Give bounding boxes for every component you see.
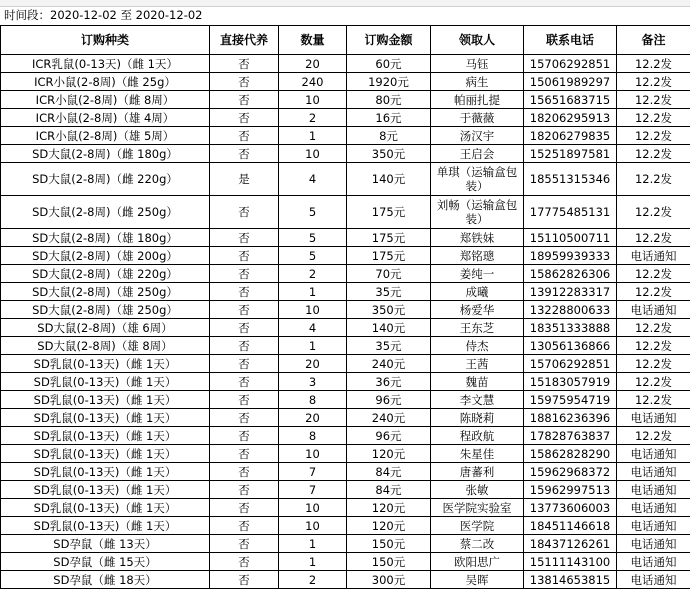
- phone-cell[interactable]: 15061989297: [524, 73, 617, 91]
- table-row: [1, 571, 691, 589]
- order-type-cell[interactable]: SD乳鼠(0-13天)（雌 1天）: [1, 481, 210, 499]
- table-row: [1, 265, 691, 283]
- recipient-cell[interactable]: 王东芝: [431, 319, 524, 337]
- amount-cell[interactable]: 150元: [347, 553, 431, 571]
- recipient-cell[interactable]: 侍杰: [431, 337, 524, 355]
- direct-care-cell[interactable]: 否: [210, 409, 279, 427]
- quantity-cell[interactable]: 5: [279, 229, 347, 247]
- recipient-cell[interactable]: 张敏: [431, 481, 524, 499]
- phone-cell[interactable]: 13814653815: [524, 571, 617, 589]
- recipient-cell[interactable]: 马钰: [431, 55, 524, 73]
- remark-cell[interactable]: 12.2发: [617, 283, 691, 301]
- phone-cell[interactable]: 17775485131: [524, 196, 617, 229]
- phone-cell[interactable]: 18816236396: [524, 409, 617, 427]
- remark-cell[interactable]: 12.2发: [617, 319, 691, 337]
- order-type-cell[interactable]: SD大鼠(2-8周)（雄 8周）: [1, 337, 210, 355]
- recipient-cell[interactable]: 吴晖: [431, 571, 524, 589]
- direct-care-cell[interactable]: 否: [210, 337, 279, 355]
- direct-care-cell[interactable]: 否: [210, 196, 279, 229]
- recipient-cell[interactable]: 蔡二改: [431, 535, 524, 553]
- phone-cell[interactable]: 15962997513: [524, 481, 617, 499]
- table-row: [1, 127, 691, 145]
- order-type-cell[interactable]: ICR小鼠(2-8周)（雌 25g）: [1, 73, 210, 91]
- quantity-cell[interactable]: 8: [279, 427, 347, 445]
- table-row: [1, 319, 691, 337]
- amount-cell[interactable]: 120元: [347, 499, 431, 517]
- remark-cell[interactable]: 12.2发: [617, 109, 691, 127]
- order-type-cell[interactable]: SD孕鼠（雌 13天）: [1, 535, 210, 553]
- direct-care-cell[interactable]: 否: [210, 319, 279, 337]
- header-phone[interactable]: 联系电话: [524, 26, 617, 55]
- table-row: [1, 229, 691, 247]
- remark-cell[interactable]: 12.2发: [617, 337, 691, 355]
- quantity-cell[interactable]: 10: [279, 499, 347, 517]
- phone-cell[interactable]: 18437126261: [524, 535, 617, 553]
- order-type-cell[interactable]: SD乳鼠(0-13天)（雌 1天）: [1, 391, 210, 409]
- direct-care-cell[interactable]: 否: [210, 55, 279, 73]
- phone-cell[interactable]: 15111143100: [524, 553, 617, 571]
- amount-cell[interactable]: 120元: [347, 445, 431, 463]
- direct-care-cell[interactable]: 否: [210, 481, 279, 499]
- recipient-cell[interactable]: 李文慧: [431, 391, 524, 409]
- table-row: [1, 283, 691, 301]
- amount-cell[interactable]: 240元: [347, 355, 431, 373]
- recipient-cell[interactable]: 郑铭璁: [431, 247, 524, 265]
- order-type-cell[interactable]: SD乳鼠(0-13天)（雌 1天）: [1, 373, 210, 391]
- quantity-cell[interactable]: 1: [279, 553, 347, 571]
- direct-care-cell[interactable]: 否: [210, 283, 279, 301]
- remark-cell[interactable]: 12.2发: [617, 265, 691, 283]
- quantity-cell[interactable]: 1: [279, 337, 347, 355]
- order-type-cell[interactable]: SD大鼠(2-8周)（雄 200g）: [1, 247, 210, 265]
- direct-care-cell[interactable]: 否: [210, 571, 279, 589]
- remark-cell[interactable]: 12.2发: [617, 355, 691, 373]
- recipient-cell[interactable]: 程政航: [431, 427, 524, 445]
- remark-cell[interactable]: 12.2发: [617, 391, 691, 409]
- remark-cell[interactable]: 电话通知: [617, 499, 691, 517]
- quantity-cell[interactable]: 4: [279, 319, 347, 337]
- phone-cell[interactable]: 13056136866: [524, 337, 617, 355]
- amount-cell[interactable]: 36元: [347, 373, 431, 391]
- recipient-cell[interactable]: 杨爱华: [431, 301, 524, 319]
- table-row: [1, 55, 691, 73]
- direct-care-cell[interactable]: 否: [210, 127, 279, 145]
- header-row: [1, 26, 691, 55]
- phone-cell[interactable]: 15251897581: [524, 145, 617, 163]
- order-type-cell[interactable]: SD乳鼠(0-13天)（雌 1天）: [1, 409, 210, 427]
- direct-care-cell[interactable]: 否: [210, 391, 279, 409]
- phone-cell[interactable]: 15706292851: [524, 55, 617, 73]
- phone-cell[interactable]: 15183057919: [524, 373, 617, 391]
- quantity-cell[interactable]: 20: [279, 355, 347, 373]
- table-row: [1, 391, 691, 409]
- phone-cell[interactable]: 15862826306: [524, 265, 617, 283]
- remark-cell[interactable]: 电话通知: [617, 445, 691, 463]
- amount-cell[interactable]: 300元: [347, 571, 431, 589]
- amount-cell[interactable]: 84元: [347, 481, 431, 499]
- amount-cell[interactable]: 140元: [347, 163, 431, 196]
- recipient-cell[interactable]: 郑铁妹: [431, 229, 524, 247]
- quantity-cell[interactable]: 7: [279, 463, 347, 481]
- recipient-cell[interactable]: 成曦: [431, 283, 524, 301]
- recipient-cell[interactable]: 欧阳思广: [431, 553, 524, 571]
- phone-cell[interactable]: 13912283317: [524, 283, 617, 301]
- order-type-cell[interactable]: SD大鼠(2-8周)（雌 180g）: [1, 145, 210, 163]
- table-row: [1, 535, 691, 553]
- phone-cell[interactable]: 18206295913: [524, 109, 617, 127]
- direct-care-cell[interactable]: 否: [210, 427, 279, 445]
- recipient-cell[interactable]: 刘畅（运输盒包装）: [431, 196, 524, 229]
- order-type-cell[interactable]: SD大鼠(2-8周)（雄 220g）: [1, 265, 210, 283]
- table-row: [1, 163, 691, 196]
- quantity-cell[interactable]: 240: [279, 73, 347, 91]
- table-row: [1, 109, 691, 127]
- time-period-label: 时间段：2020-12-02 至 2020-12-02: [4, 8, 203, 22]
- amount-cell[interactable]: 350元: [347, 301, 431, 319]
- direct-care-cell[interactable]: 否: [210, 445, 279, 463]
- quantity-cell[interactable]: 20: [279, 409, 347, 427]
- quantity-cell[interactable]: 10: [279, 91, 347, 109]
- remark-cell[interactable]: 电话通知: [617, 535, 691, 553]
- phone-cell[interactable]: 15651683715: [524, 91, 617, 109]
- amount-cell[interactable]: 140元: [347, 319, 431, 337]
- remark-cell[interactable]: 电话通知: [617, 571, 691, 589]
- quantity-cell[interactable]: 2: [279, 265, 347, 283]
- quantity-cell[interactable]: 10: [279, 445, 347, 463]
- amount-cell[interactable]: 96元: [347, 427, 431, 445]
- table-row: [1, 553, 691, 571]
- amount-cell[interactable]: 175元: [347, 229, 431, 247]
- phone-cell[interactable]: 18551315346: [524, 163, 617, 196]
- quantity-cell[interactable]: 10: [279, 517, 347, 535]
- recipient-cell[interactable]: 医学院: [431, 517, 524, 535]
- order-type-cell[interactable]: SD乳鼠(0-13天)（雌 1天）: [1, 499, 210, 517]
- amount-cell[interactable]: 35元: [347, 337, 431, 355]
- quantity-cell[interactable]: 1: [279, 127, 347, 145]
- direct-care-cell[interactable]: 否: [210, 463, 279, 481]
- amount-cell[interactable]: 8元: [347, 127, 431, 145]
- recipient-cell[interactable]: 魏苗: [431, 373, 524, 391]
- remark-cell[interactable]: 电话通知: [617, 553, 691, 571]
- amount-cell[interactable]: 35元: [347, 283, 431, 301]
- amount-cell[interactable]: 70元: [347, 265, 431, 283]
- recipient-cell[interactable]: 唐蕃利: [431, 463, 524, 481]
- amount-cell[interactable]: 175元: [347, 196, 431, 229]
- phone-cell[interactable]: 15975954719: [524, 391, 617, 409]
- quantity-cell[interactable]: 20: [279, 55, 347, 73]
- quantity-cell[interactable]: 3: [279, 373, 347, 391]
- order-type-cell[interactable]: SD大鼠(2-8周)（雄 6周）: [1, 319, 210, 337]
- recipient-cell[interactable]: 陈晓莉: [431, 409, 524, 427]
- header-order-type[interactable]: 订购种类: [1, 26, 210, 55]
- table-row: [1, 445, 691, 463]
- recipient-cell[interactable]: 帕丽扎提: [431, 91, 524, 109]
- phone-cell[interactable]: 18351333888: [524, 319, 617, 337]
- header-direct-care[interactable]: 直接代养: [210, 26, 279, 55]
- quantity-cell[interactable]: 2: [279, 109, 347, 127]
- table-row: [1, 145, 691, 163]
- recipient-cell[interactable]: 单琪（运输盒包装）: [431, 163, 524, 196]
- amount-cell[interactable]: 150元: [347, 535, 431, 553]
- order-type-cell[interactable]: ICR小鼠(2-8周)（雄 4周）: [1, 109, 210, 127]
- order-type-cell[interactable]: SD大鼠(2-8周)（雌 220g）: [1, 163, 210, 196]
- direct-care-cell[interactable]: 否: [210, 535, 279, 553]
- amount-cell[interactable]: 240元: [347, 409, 431, 427]
- phone-cell[interactable]: 13773606003: [524, 499, 617, 517]
- order-type-cell[interactable]: SD孕鼠（雌 18天）: [1, 571, 210, 589]
- remark-cell[interactable]: 12.2发: [617, 55, 691, 73]
- table-row: [1, 409, 691, 427]
- table-row: [1, 499, 691, 517]
- amount-cell[interactable]: 1920元: [347, 73, 431, 91]
- direct-care-cell[interactable]: 否: [210, 91, 279, 109]
- order-type-cell[interactable]: SD乳鼠(0-13天)（雌 1天）: [1, 355, 210, 373]
- phone-cell[interactable]: 15962968372: [524, 463, 617, 481]
- order-type-cell[interactable]: SD乳鼠(0-13天)（雌 1天）: [1, 517, 210, 535]
- recipient-cell[interactable]: 病生: [431, 73, 524, 91]
- table-row: [1, 247, 691, 265]
- direct-care-cell[interactable]: 否: [210, 301, 279, 319]
- phone-cell[interactable]: 15862828290: [524, 445, 617, 463]
- remark-cell[interactable]: 电话通知: [617, 247, 691, 265]
- amount-cell[interactable]: 84元: [347, 463, 431, 481]
- header-remark[interactable]: 备注: [617, 26, 691, 55]
- amount-cell[interactable]: 96元: [347, 391, 431, 409]
- recipient-cell[interactable]: 汤汉宇: [431, 127, 524, 145]
- remark-cell[interactable]: 电话通知: [617, 409, 691, 427]
- direct-care-cell[interactable]: 否: [210, 247, 279, 265]
- order-type-cell[interactable]: SD乳鼠(0-13天)（雌 1天）: [1, 427, 210, 445]
- remark-cell[interactable]: 12.2发: [617, 229, 691, 247]
- table-row: [1, 427, 691, 445]
- order-type-cell[interactable]: SD大鼠(2-8周)（雌 250g）: [1, 196, 210, 229]
- table-row: [1, 355, 691, 373]
- quantity-cell[interactable]: 10: [279, 301, 347, 319]
- remark-cell[interactable]: 电话通知: [617, 301, 691, 319]
- amount-cell[interactable]: 16元: [347, 109, 431, 127]
- direct-care-cell[interactable]: 否: [210, 265, 279, 283]
- table-row: [1, 73, 691, 91]
- phone-cell[interactable]: 18206279835: [524, 127, 617, 145]
- phone-cell[interactable]: 18451146618: [524, 517, 617, 535]
- order-type-cell[interactable]: ICR小鼠(2-8周)（雄 5周）: [1, 127, 210, 145]
- direct-care-cell[interactable]: 是: [210, 163, 279, 196]
- table-row: [1, 196, 691, 229]
- spreadsheet-header-strip: [0, 0, 693, 7]
- remark-cell[interactable]: 电话通知: [617, 481, 691, 499]
- phone-cell[interactable]: 15110500711: [524, 229, 617, 247]
- remark-cell[interactable]: 电话通知: [617, 463, 691, 481]
- remark-cell[interactable]: 12.2发: [617, 196, 691, 229]
- table-row: [1, 481, 691, 499]
- order-type-cell[interactable]: SD乳鼠(0-13天)（雌 1天）: [1, 445, 210, 463]
- amount-cell[interactable]: 350元: [347, 145, 431, 163]
- recipient-cell[interactable]: 于薇薇: [431, 109, 524, 127]
- table-body: [1, 55, 691, 589]
- quantity-cell[interactable]: 1: [279, 535, 347, 553]
- remark-cell[interactable]: 12.2发: [617, 145, 691, 163]
- quantity-cell[interactable]: 7: [279, 481, 347, 499]
- remark-cell[interactable]: 12.2发: [617, 373, 691, 391]
- remark-cell[interactable]: 12.2发: [617, 73, 691, 91]
- recipient-cell[interactable]: 王启会: [431, 145, 524, 163]
- recipient-cell[interactable]: 王茜: [431, 355, 524, 373]
- order-type-cell[interactable]: SD孕鼠（雌 15天）: [1, 553, 210, 571]
- recipient-cell[interactable]: 医学院实验室: [431, 499, 524, 517]
- direct-care-cell[interactable]: 否: [210, 517, 279, 535]
- phone-cell[interactable]: 15706292851: [524, 355, 617, 373]
- remark-cell[interactable]: 12.2发: [617, 427, 691, 445]
- table-row: [1, 301, 691, 319]
- recipient-cell[interactable]: 朱星佳: [431, 445, 524, 463]
- phone-cell[interactable]: 18959939333: [524, 247, 617, 265]
- direct-care-cell[interactable]: 否: [210, 373, 279, 391]
- quantity-cell[interactable]: 8: [279, 391, 347, 409]
- amount-cell[interactable]: 175元: [347, 247, 431, 265]
- amount-cell[interactable]: 80元: [347, 91, 431, 109]
- phone-cell[interactable]: 17828763837: [524, 427, 617, 445]
- header-recipient[interactable]: 领取人: [431, 26, 524, 55]
- order-table: [0, 25, 691, 589]
- header-quantity[interactable]: 数量: [279, 26, 347, 55]
- quantity-cell[interactable]: 1: [279, 283, 347, 301]
- amount-cell[interactable]: 120元: [347, 517, 431, 535]
- remark-cell[interactable]: 12.2发: [617, 163, 691, 196]
- remark-cell[interactable]: 电话通知: [617, 517, 691, 535]
- order-type-cell[interactable]: SD大鼠(2-8周)（雄 250g）: [1, 301, 210, 319]
- amount-cell[interactable]: 60元: [347, 55, 431, 73]
- direct-care-cell[interactable]: 否: [210, 145, 279, 163]
- direct-care-cell[interactable]: 否: [210, 499, 279, 517]
- order-type-cell[interactable]: SD大鼠(2-8周)（雄 180g）: [1, 229, 210, 247]
- quantity-cell[interactable]: 10: [279, 145, 347, 163]
- quantity-cell[interactable]: 5: [279, 196, 347, 229]
- order-type-cell[interactable]: ICR乳鼠(0-13天)（雌 1天）: [1, 55, 210, 73]
- recipient-cell[interactable]: 姜纯一: [431, 265, 524, 283]
- header-amount[interactable]: 订购金额: [347, 26, 431, 55]
- order-type-cell[interactable]: ICR小鼠(2-8周)（雌 8周）: [1, 91, 210, 109]
- table-row: [1, 463, 691, 481]
- remark-cell[interactable]: 12.2发: [617, 91, 691, 109]
- remark-cell[interactable]: 12.2发: [617, 127, 691, 145]
- order-type-cell[interactable]: SD乳鼠(0-13天)（雌 1天）: [1, 463, 210, 481]
- direct-care-cell[interactable]: 否: [210, 73, 279, 91]
- table-row: [1, 373, 691, 391]
- quantity-cell[interactable]: 2: [279, 571, 347, 589]
- phone-cell[interactable]: 13228800633: [524, 301, 617, 319]
- order-type-cell[interactable]: SD大鼠(2-8周)（雄 250g）: [1, 283, 210, 301]
- direct-care-cell[interactable]: 否: [210, 355, 279, 373]
- direct-care-cell[interactable]: 否: [210, 109, 279, 127]
- table-row: [1, 517, 691, 535]
- table-row: [1, 91, 691, 109]
- quantity-cell[interactable]: 5: [279, 247, 347, 265]
- table-row: [1, 337, 691, 355]
- direct-care-cell[interactable]: 否: [210, 229, 279, 247]
- direct-care-cell[interactable]: 否: [210, 553, 279, 571]
- quantity-cell[interactable]: 4: [279, 163, 347, 196]
